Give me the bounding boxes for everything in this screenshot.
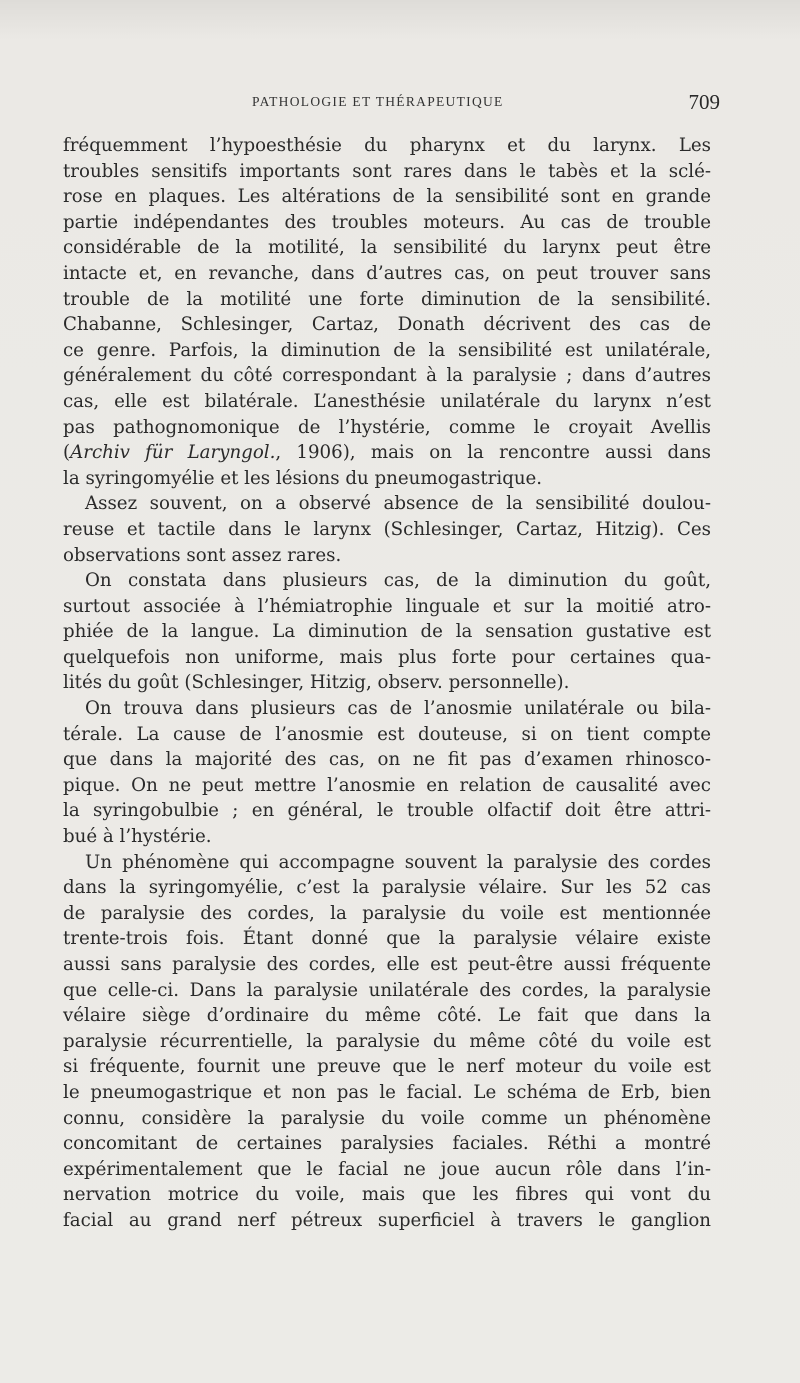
text-line: observations sont assez rares.	[63, 544, 342, 566]
text-line: fréquemment l’hypoesthésie du pharynx et du larynx. Les	[63, 135, 711, 156]
text-line: expérimentalement que le facial ne joue aucun rôle dans l’in-	[63, 1158, 711, 1180]
text-line: que celle-ci. Dans la paralysie unilatérale des cordes, la paralysie	[63, 979, 711, 1001]
page-number: 709	[688, 90, 720, 114]
text-line: de paralysie des cordes, la paralysie du voile est mentionnée	[63, 902, 711, 924]
citation-rest: , 1906), mais on la rencontre aussi dans	[275, 442, 711, 464]
text-line: la syringomyélie et les lésions du pneumogastrique.	[63, 467, 543, 489]
citation-title: Archiv für Laryngol.	[70, 442, 276, 464]
text-line: dans la syringomyélie, c’est la paralysie vélaire. Sur les 52 cas	[63, 877, 711, 899]
text-line: lités du goût (Schlesinger, Hitzig, observ. personnelle).	[63, 672, 570, 694]
page-header	[0, 90, 800, 120]
text-line: si fréquente, fournit une preuve que le nerf moteur du voile est	[63, 1056, 711, 1078]
text-line: ce genre. Parfois, la diminution de la sensibilité est unilatérale,	[63, 339, 711, 361]
text-line: partie indépendantes des troubles moteurs. Au cas de trouble	[63, 211, 711, 233]
text-line: On constata dans plusieurs cas, de la diminution du goût,	[85, 570, 711, 592]
text-line: On trouva dans plusieurs cas de l’anosmie unilatérale ou bila-	[85, 698, 711, 720]
text-line: facial au grand nerf pétreux superficiel à travers le ganglion	[63, 1209, 711, 1231]
body-text	[63, 133, 711, 1234]
text-line: intacte et, en revanche, dans d’autres cas, on peut trouver sans	[63, 262, 711, 284]
text-line: Un phénomène qui accompagne souvent la paralysie des cordes	[85, 851, 711, 873]
text-line: trouble de la motilité une forte diminution de la sensibilité.	[63, 288, 711, 310]
text-line: généralement du côté correspondant à la paralysie ; dans d’autres	[63, 365, 711, 387]
text-line: pas pathognomonique de l’hystérie, comme le croyait Avellis	[63, 416, 711, 438]
text-line: concomitant de certaines paralysies faciales. Réthi a montré	[63, 1133, 711, 1155]
citation-open: (	[63, 442, 71, 464]
text-line: troubles sensitifs importants sont rares dans le tabès et la sclé-	[63, 160, 711, 182]
text-line: quelquefois non uniforme, mais plus forte pour certaines qua-	[63, 646, 711, 668]
text-line: la syringobulbie ; en général, le trouble olfactif doit être attri-	[63, 800, 711, 822]
text-line: rose en plaques. Les altérations de la sensibilité sont en grande	[63, 186, 711, 208]
text-line: nervation motrice du voile, mais que les fibres qui vont du	[63, 1184, 711, 1206]
text-line: Assez souvent, on a observé absence de la sensibilité doulou-	[85, 493, 711, 515]
text-line: le pneumogastrique et non pas le facial. Le schéma de Erb, bien	[63, 1081, 711, 1103]
text-line: paralysie récurrentielle, la paralysie du même côté du voile est	[63, 1030, 711, 1052]
text-line: térale. La cause de l’anosmie est douteuse, si on tient compte	[63, 723, 711, 745]
text-line: cas, elle est bilatérale. L’anesthésie unilatérale du larynx n’est	[63, 390, 711, 412]
text-line: pique. On ne peut mettre l’anosmie en relation de causalité avec	[63, 774, 711, 796]
running-head: PATHOLOGIE ET THÉRAPEUTIQUE	[252, 94, 504, 109]
text-line: trente-trois fois. Étant donné que la paralysie vélaire existe	[63, 928, 711, 950]
text-line: phiée de la langue. La diminution de la sensation gustative est	[63, 621, 711, 643]
text-line: Chabanne, Schlesinger, Cartaz, Donath décrivent des cas de	[63, 314, 711, 336]
text-line: surtout associée à l’hémiatrophie linguale et sur la moitié atro-	[63, 595, 711, 617]
text-line: connu, considère la paralysie du voile comme un phénomène	[63, 1107, 711, 1129]
text-line: bué à l’hystérie.	[63, 826, 212, 848]
text-line: aussi sans paralysie des cordes, elle est peut-être aussi fréquente	[63, 954, 711, 975]
text-line: que dans la majorité des cas, on ne fit pas d’examen rhinosco-	[63, 749, 711, 771]
text-line: reuse et tactile dans le larynx (Schlesinger, Cartaz, Hitzig). Ces	[63, 518, 711, 540]
text-line: considérable de la motilité, la sensibilité du larynx peut être	[63, 237, 711, 259]
text-line-with-citation	[63, 440, 711, 466]
text-line: vélaire siège d’ordinaire du même côté. Le fait que dans la	[63, 1005, 711, 1027]
